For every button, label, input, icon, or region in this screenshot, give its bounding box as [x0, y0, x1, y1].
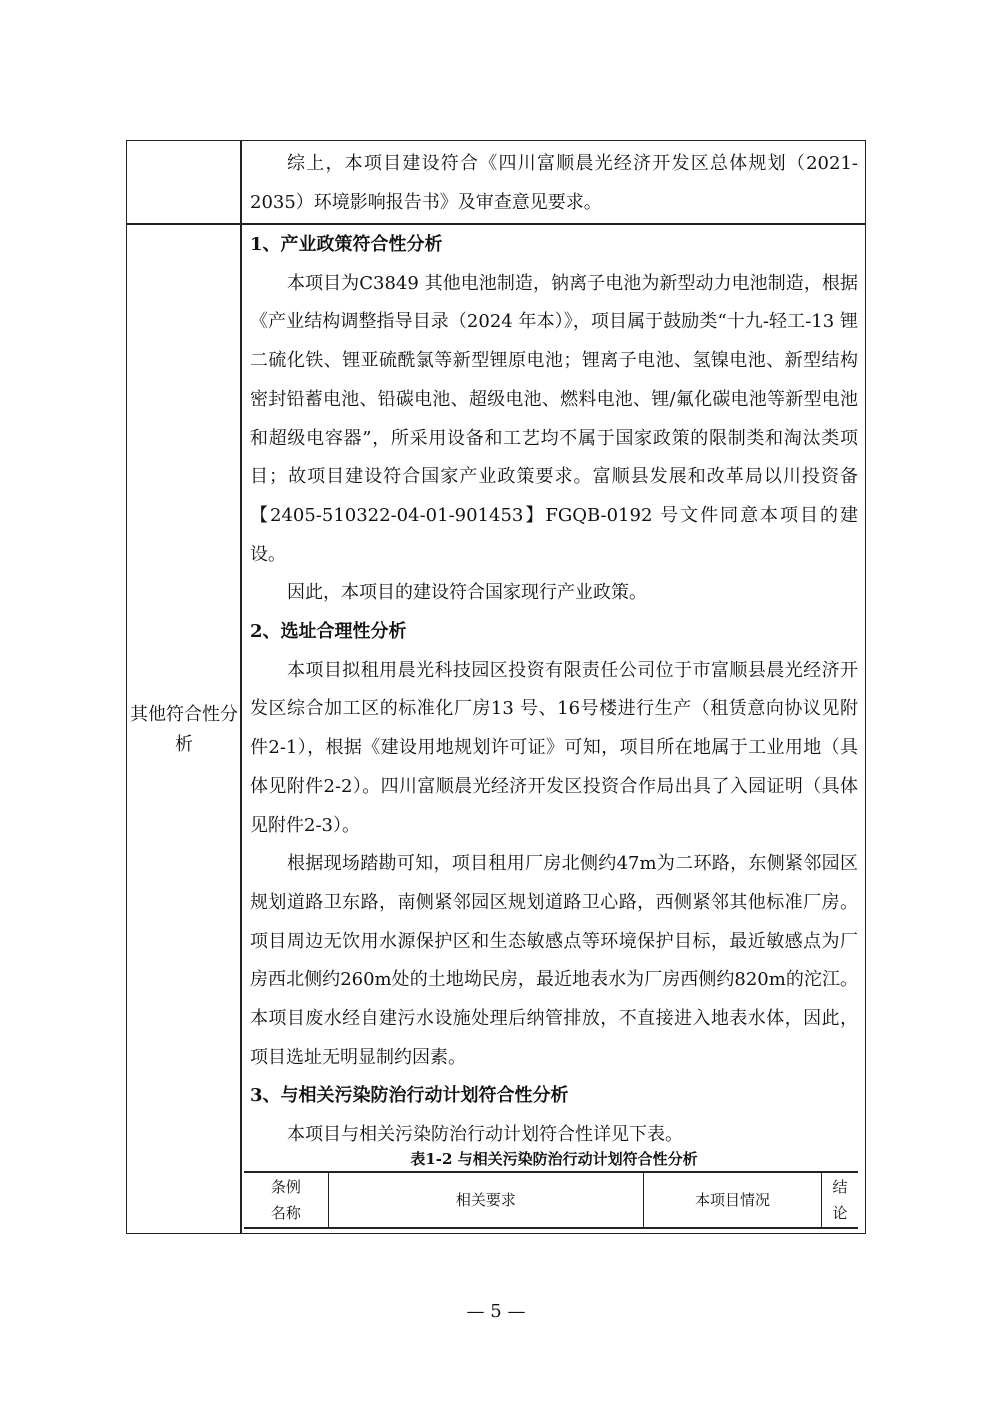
- section-1-paragraph-2: 因此，本项目的建设符合国家现行产业政策。: [287, 582, 647, 604]
- page-number: — 5 —: [466, 1301, 526, 1322]
- section-2-heading: 2、选址合理性分析: [250, 621, 407, 643]
- conclusion-paragraph: 综上，本项目建设符合《四川富顺晨光经济开发区总体规划（2021-2035）环境影响报告书》及审查意见要求。: [250, 153, 858, 213]
- section-2-paragraph-1: 本项目拟租用晨光科技园区投资有限责任公司位于市富顺县晨光经济开发区综合加工区的标准化厂房13 号、16号楼进行生产（租赁意向协议见附件2-1），根据《建设用地规划许可证》可知，项目所在地属于工业用地（具体见附件2-2）。四川富顺晨光经济开发区投资合作局出具了入园证明（具体见附件2-3）。: [250, 659, 858, 836]
- table-caption: 表1-2 与相关污染防治行动计划符合性分析: [410, 1150, 698, 1168]
- table-header-row: [244, 1172, 858, 1228]
- table-column-divider: [240, 140, 242, 1234]
- compliance-table: [244, 1171, 858, 1229]
- section-2-paragraph-2: 根据现场踏勘可知，项目租用厂房北侧约47m为二环路，东侧紧邻园区规划道路卫东路，南侧紧邻园区规划道路卫心路，西侧紧邻其他标准厂房。项目周边无饮用水源保护区和生态敏感点等环境保护目标，最近敏感点为厂房西北侧约260m处的土地坳民房，最近地表水为厂房西侧约820m的沱江。本项目废水经自建污水设施处理后纳管排放，不直接进入地表水体，因此，项目选址无明显制约因素。: [250, 853, 858, 1068]
- table-row-divider: [126, 223, 866, 225]
- section-3-paragraph-1: 本项目与相关污染防治行动计划符合性详见下表。: [287, 1124, 683, 1146]
- header-project-status: 本项目情况: [644, 1172, 822, 1228]
- header-conclusion: 结论: [822, 1172, 858, 1228]
- row-label-other-compliance: 其他符合性分析: [130, 704, 238, 755]
- top-row-cell: [250, 145, 858, 222]
- analysis-cell: [250, 226, 858, 1155]
- header-requirements: 相关要求: [328, 1172, 643, 1228]
- section-1-paragraph-1: 本项目为C3849 其他电池制造，钠离子电池为新型动力电池制造，根据《产业结构调整指导目录（2024 年本）》，项目属于鼓励类“十九-轻工-13 锂二硫化铁、锂亚硫酰氯等新型锂原电池；锂离子电池、氢镍电池、新型结构密封铅蓄电池、铅碳电池、超级电池、燃料电池、锂/氟化碳电池等新型电池和超级电容器”，所采用设备和工艺均不属于国家政策的限制类和淘汰类项目；故项目建设符合国家产业政策要求。富顺县发展和改革局以川投资备【2405-510322-04-01-901453】FGQB-0192 号文件同意本项目的建设。: [250, 272, 858, 565]
- header-regulation-name: 条例名称: [244, 1172, 328, 1228]
- section-1-heading: 1、产业政策符合性分析: [250, 234, 443, 255]
- section-3-heading: 3、与相关污染防治行动计划符合性分析: [250, 1085, 569, 1107]
